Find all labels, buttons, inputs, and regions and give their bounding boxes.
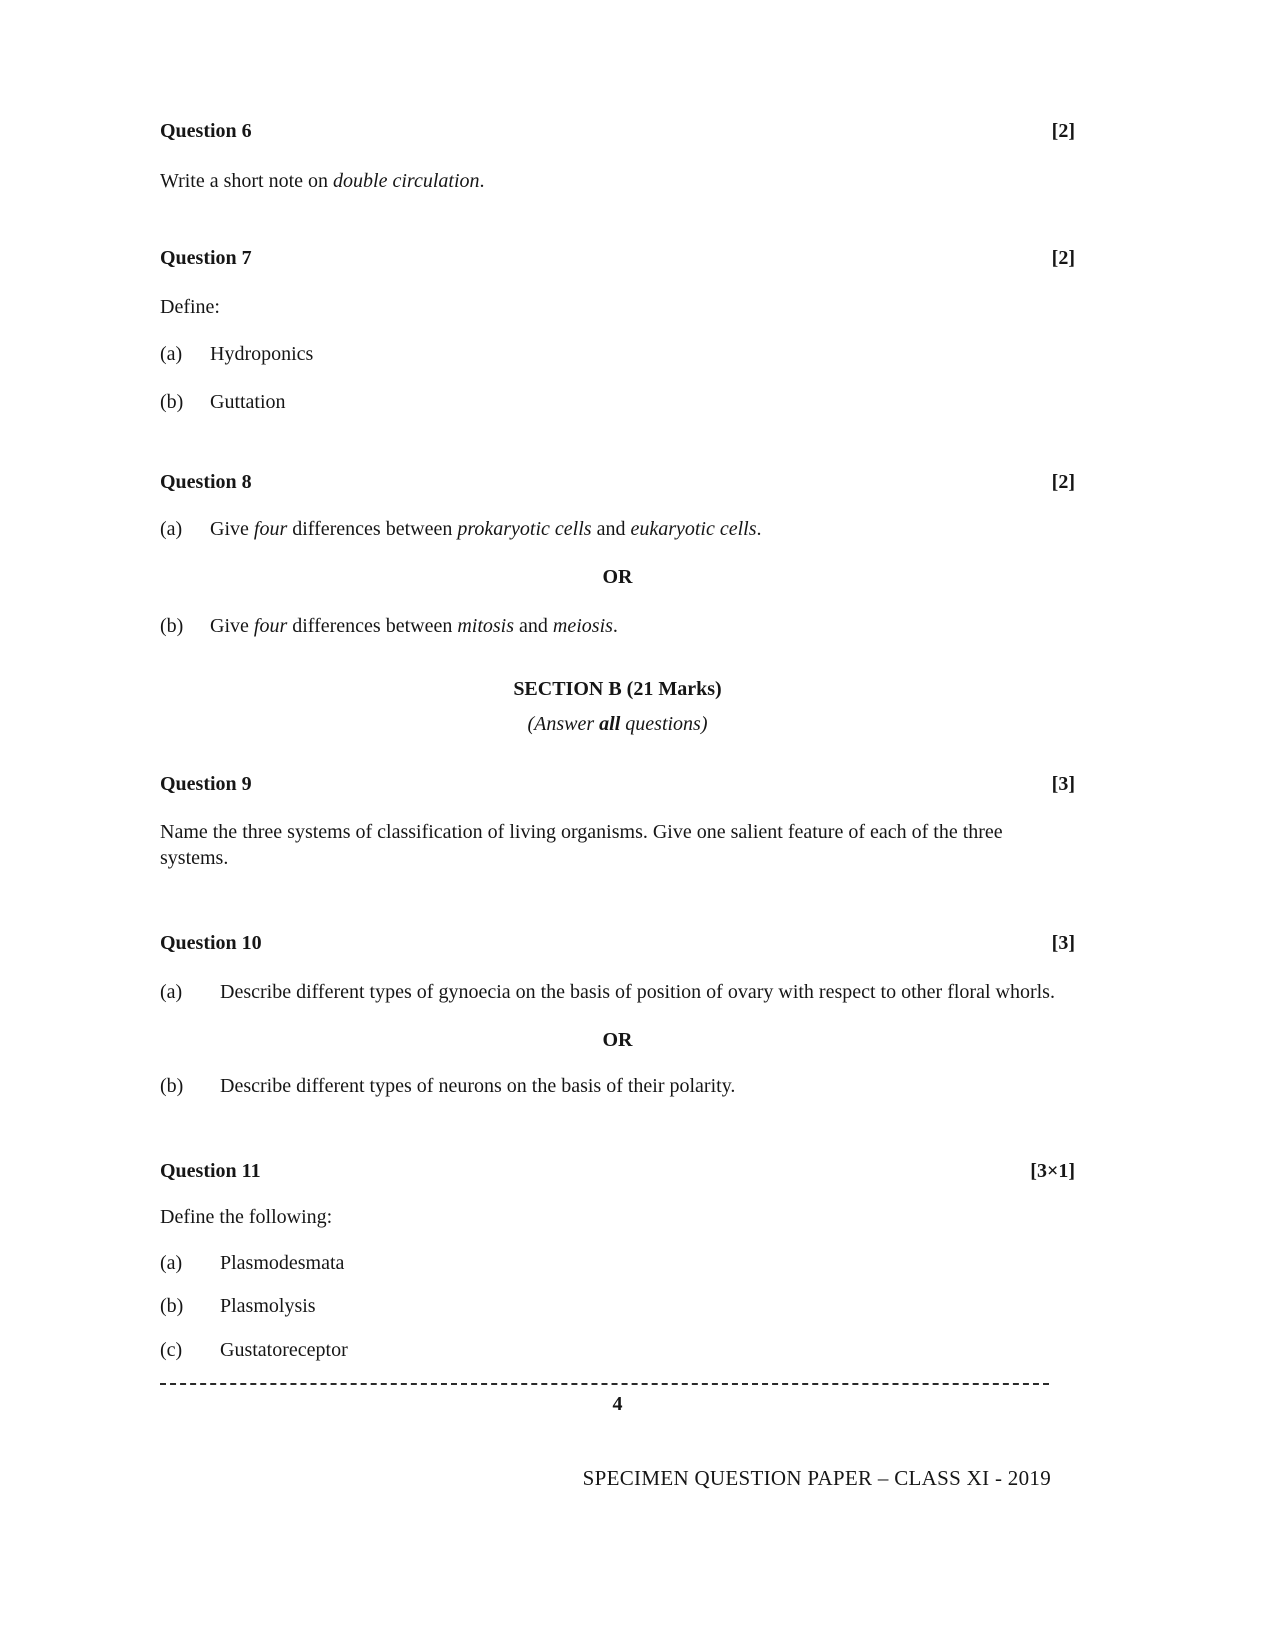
page-content: [160, 118, 1075, 1491]
list-item-text: Describe different types of gynoecia on the basis of position of ovary with respect to other floral whorls.: [220, 981, 1055, 1003]
list-item: [160, 1293, 1075, 1319]
page-number: 4: [612, 1393, 623, 1415]
list-item: [160, 1337, 1075, 1363]
section-b-title: SECTION B (21 Marks): [513, 678, 722, 700]
list-item-text: Plasmodesmata: [220, 1252, 345, 1274]
list-item: [160, 613, 1075, 639]
question-9-title: Question 9: [160, 773, 252, 795]
question-6-body: Write a short note on double circulation.: [160, 170, 485, 192]
list-item-text: Give four differences between mitosis and meiosis.: [210, 615, 618, 637]
list-item-label: (a): [160, 518, 183, 540]
list-item-label: (c): [160, 1339, 183, 1361]
list-item: [160, 389, 1075, 415]
question-8-header: [160, 469, 1075, 495]
list-item: [160, 1250, 1075, 1276]
question-9-marks: [3]: [1051, 773, 1075, 795]
question-11-title: Question 11: [160, 1160, 261, 1182]
list-item-label: (a): [160, 1252, 183, 1274]
question-8-title: Question 8: [160, 471, 252, 493]
list-item: [160, 341, 1075, 367]
list-item-label: (b): [160, 1075, 184, 1097]
footer-title: SPECIMEN QUESTION PAPER – CLASS XI - 2019: [582, 1466, 1051, 1490]
section-b-subtitle: (Answer all questions): [527, 713, 708, 735]
question-6-marks: [2]: [1051, 120, 1075, 142]
list-item-text: Gustatoreceptor: [220, 1339, 348, 1361]
question-7-header: [160, 245, 1075, 271]
or-separator: OR: [602, 566, 633, 588]
list-item-text: Give four differences between prokaryotic cells and eukaryotic cells.: [210, 518, 762, 540]
list-item-text: Plasmolysis: [220, 1295, 316, 1317]
list-item-label: (a): [160, 981, 183, 1003]
question-9-header: [160, 771, 1075, 797]
list-item-label: (a): [160, 343, 183, 365]
question-7-title: Question 7: [160, 247, 252, 269]
list-item: [160, 1073, 1075, 1099]
question-10-title: Question 10: [160, 932, 262, 954]
question-7-intro: Define:: [160, 296, 220, 318]
list-item-label: (b): [160, 615, 184, 637]
list-item-label: (b): [160, 391, 184, 413]
question-10-header: [160, 930, 1075, 956]
question-7-marks: [2]: [1051, 247, 1075, 269]
list-item-text: Hydroponics: [210, 343, 314, 365]
question-11-marks: [3×1]: [1030, 1160, 1075, 1182]
question-6-title: Question 6: [160, 120, 252, 142]
question-6-header: [160, 118, 1075, 144]
list-item-text: Describe different types of neurons on the basis of their polarity.: [220, 1075, 736, 1097]
question-11-intro: Define the following:: [160, 1206, 333, 1228]
list-item-label: (b): [160, 1295, 184, 1317]
list-item: [160, 979, 1075, 1005]
question-8-marks: [2]: [1051, 471, 1075, 493]
question-9-body: Name the three systems of classification of living organisms. Give one salient feature of each of the three systems.: [160, 821, 1003, 869]
list-item-text: Guttation: [210, 391, 286, 413]
list-item: [160, 516, 1075, 542]
or-separator: OR: [602, 1029, 633, 1051]
question-11-header: [160, 1158, 1075, 1184]
page-divider: [160, 1383, 1049, 1385]
question-10-marks: [3]: [1051, 932, 1075, 954]
